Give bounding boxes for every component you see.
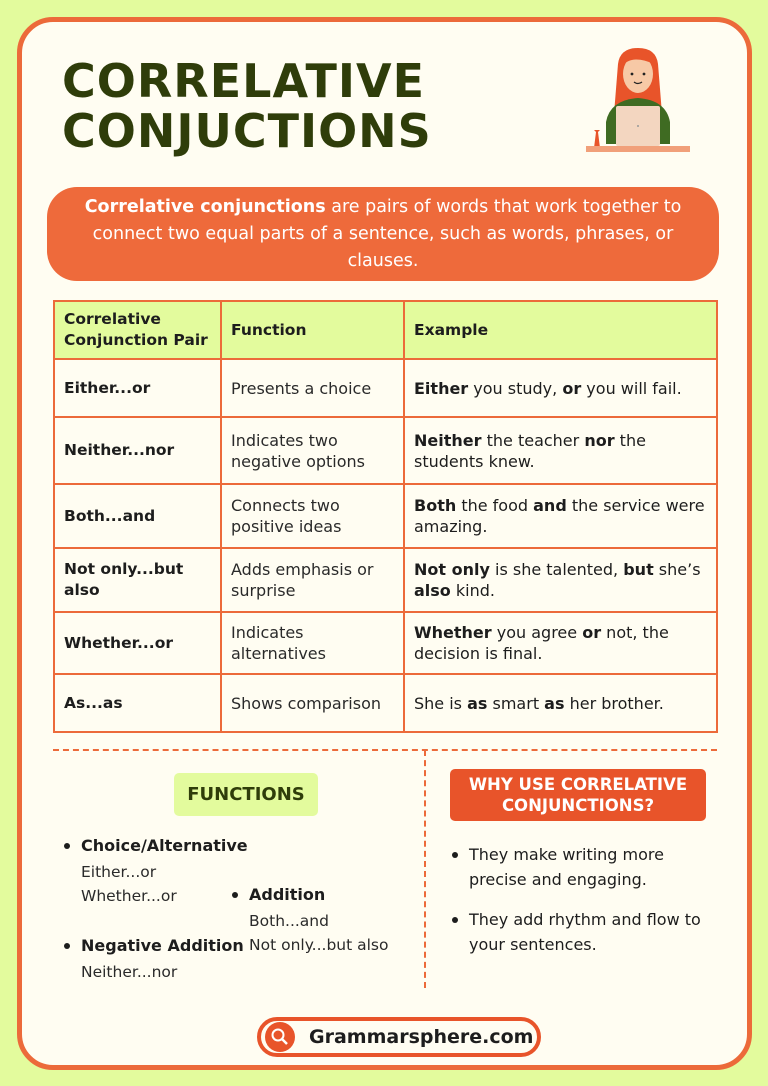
pair-cell: Either...or [54, 359, 221, 417]
list-item [452, 842, 722, 892]
definition-banner [47, 187, 719, 281]
group-heading: Negative Addition [81, 936, 244, 955]
function-group-negative [64, 936, 244, 984]
why-use-list [452, 842, 722, 972]
group-item: Whether...or [81, 887, 177, 905]
bullet-icon [64, 943, 70, 949]
example-cell: Neither the teacher nor the students knew. [404, 417, 717, 484]
pair-cell: Whether...or [54, 612, 221, 674]
page-title [62, 56, 432, 156]
pair-cell: Neither...nor [54, 417, 221, 484]
header-pair: Correlative Conjunction Pair [54, 301, 221, 359]
table-row [54, 674, 717, 732]
dashed-divider-horizontal [53, 749, 717, 751]
list-item-text: They make writing more precise and engaging. [469, 845, 664, 889]
example-cell: Either you study, or you will fail. [404, 359, 717, 417]
website-label: Grammarsphere.com [309, 1026, 534, 1048]
why-title-line-1: WHY USE CORRELATIVE [468, 775, 688, 794]
header-function: Function [221, 301, 404, 359]
example-cell: She is as smart as her brother. [404, 674, 717, 732]
group-heading: Addition [249, 885, 326, 904]
table-row [54, 484, 717, 548]
function-cell: Shows comparison [221, 674, 404, 732]
woman-with-laptop-illustration [582, 44, 694, 156]
group-item: Not only...but also [249, 936, 389, 954]
pair-cell: Not only...but also [54, 548, 221, 612]
search-icon [265, 1022, 295, 1052]
table-row [54, 612, 717, 674]
bullet-icon [232, 892, 238, 898]
group-item: Both...and [249, 912, 329, 930]
title-line-2: CONJUCTIONS [62, 104, 432, 158]
example-cell: Whether you agree or not, the decision is final. [404, 612, 717, 674]
group-item: Either...or [81, 863, 157, 881]
dashed-divider-vertical [424, 750, 426, 988]
function-cell: Adds emphasis or surprise [221, 548, 404, 612]
table-row [54, 359, 717, 417]
function-cell: Presents a choice [221, 359, 404, 417]
title-line-1: CORRELATIVE [62, 54, 425, 108]
function-group-addition [232, 885, 388, 957]
group-item: Neither...nor [81, 963, 178, 981]
website-link[interactable] [257, 1017, 541, 1057]
definition-term: Correlative conjunctions [84, 196, 326, 217]
definition-text: are pairs of words that work together to connect two equal parts of a sentence, such as words, phrases, or clauses. [92, 196, 682, 271]
function-group-choice [64, 836, 248, 908]
table-row [54, 417, 717, 484]
bullet-icon [64, 843, 70, 849]
list-item [452, 907, 722, 957]
bullet-icon [452, 917, 458, 923]
list-item-text: They add rhythm and flow to your sentences. [469, 910, 701, 954]
table-row [54, 548, 717, 612]
pair-cell: Both...and [54, 484, 221, 548]
example-cell: Both the food and the service were amazing. [404, 484, 717, 548]
why-use-heading [450, 769, 706, 821]
conjunction-table [53, 300, 718, 733]
group-heading: Choice/Alternative [81, 836, 248, 855]
function-cell: Indicates alternatives [221, 612, 404, 674]
pair-cell: As...as [54, 674, 221, 732]
function-cell: Connects two positive ideas [221, 484, 404, 548]
header-example: Example [404, 301, 717, 359]
example-cell: Not only is she talented, but she’s also kind. [404, 548, 717, 612]
table-header-row [54, 301, 717, 359]
why-title-line-2: CONJUNCTIONS? [501, 796, 655, 815]
functions-heading: FUNCTIONS [174, 773, 318, 816]
bullet-icon [452, 852, 458, 858]
function-cell: Indicates two negative options [221, 417, 404, 484]
